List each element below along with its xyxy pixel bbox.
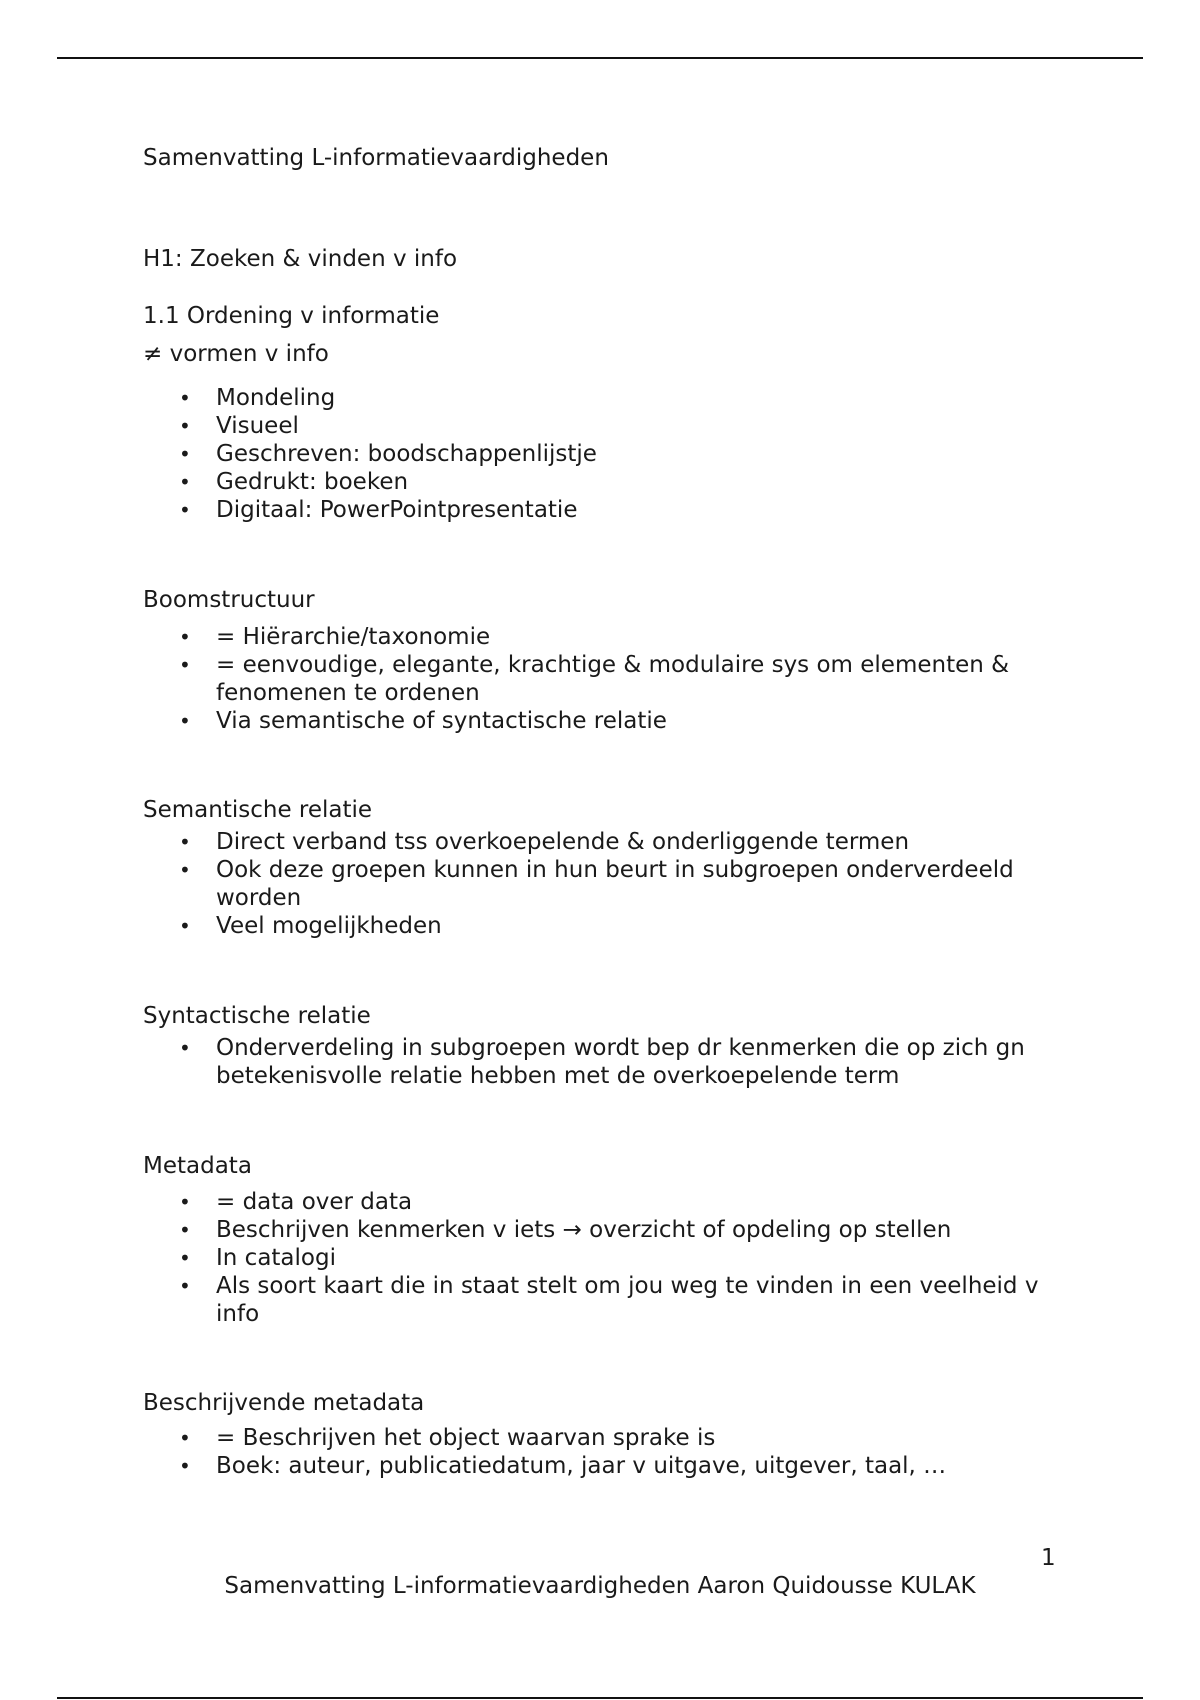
list-item: • Onderverdeling in subgroepen wordt bep dr kenmerken die op zich gn betekenisvolle relatie hebben met de overkoepelende term (179, 1035, 1025, 1089)
bullet-icon: • (179, 914, 191, 938)
bullet-icon: • (179, 709, 191, 733)
list-item: • = Hiërarchie/taxonomie (179, 624, 491, 650)
bullet-icon: • (179, 414, 191, 438)
list-item: • Geschreven: boodschappenlijstje (179, 441, 597, 467)
bullet-icon: • (179, 1218, 191, 1242)
list-item: • = data over data (179, 1189, 413, 1215)
list-item: • Beschrijven kenmerken v iets → overzicht of opdeling op stellen (179, 1217, 952, 1243)
boomstructuur-heading: Boomstructuur (143, 587, 315, 613)
syntactische-list (143, 1034, 1066, 1090)
list-item: • Boek: auteur, publicatiedatum, jaar v uitgave, uitgever, taal, … (179, 1453, 947, 1479)
bullet-icon: • (179, 1190, 191, 1214)
list-item: • Gedrukt: boeken (179, 469, 409, 495)
metadata-list (143, 1188, 1066, 1328)
list-item: • Ook deze groepen kunnen in hun beurt in subgroepen onderverdeeld worden (179, 857, 1014, 911)
footer-rule (57, 1697, 1143, 1699)
bullet-icon: • (179, 653, 191, 677)
header-rule (57, 57, 1143, 59)
list-item: • = Beschrijven het object waarvan sprake is (179, 1425, 716, 1451)
list-item: • Digitaal: PowerPointpresentatie (179, 497, 578, 523)
list-item: • Direct verband tss overkoepelende & onderliggende termen (179, 829, 910, 855)
bullet-icon: • (179, 442, 191, 466)
list-item: • In catalogi (179, 1245, 336, 1271)
list-item: • Visueel (179, 413, 299, 439)
bullet-icon: • (179, 830, 191, 854)
beschrijvende-heading: Beschrijvende metadata (143, 1390, 425, 1416)
list-item: • Via semantische of syntactische relatie (179, 708, 667, 734)
bullet-icon: • (179, 470, 191, 494)
bullet-icon: • (179, 1454, 191, 1478)
section-heading: 1.1 Ordening v informatie (143, 303, 440, 329)
semantische-heading: Semantische relatie (143, 797, 373, 823)
boomstructuur-list (143, 623, 1066, 735)
metadata-heading: Metadata (143, 1153, 252, 1179)
bullet-icon: • (179, 1246, 191, 1270)
bullet-icon: • (179, 498, 191, 522)
bullet-icon: • (179, 1274, 191, 1298)
list-item: • Veel mogelijkheden (179, 913, 442, 939)
semantische-list (143, 828, 1066, 940)
footer-text: Samenvatting L-informatievaardigheden Aaron Quidousse KULAK (224, 1573, 976, 1599)
page-number: 1 (1041, 1545, 1056, 1571)
bullet-icon: • (179, 1036, 191, 1060)
bullet-icon: • (179, 858, 191, 882)
bullet-icon: • (179, 1426, 191, 1450)
beschrijvende-list (143, 1424, 1066, 1480)
bullet-icon: • (179, 386, 191, 410)
list-item: • Mondeling (179, 385, 336, 411)
document-title: Samenvatting L-informatievaardigheden (143, 145, 609, 171)
bullet-icon: • (179, 625, 191, 649)
list-item: • = eenvoudige, elegante, krachtige & modulaire sys om elementen & fenomenen te ordenen (179, 652, 1010, 706)
list-item: • Als soort kaart die in staat stelt om jou weg te vinden in een veelheid v info (179, 1273, 1039, 1327)
forms-list (143, 384, 1066, 524)
syntactische-heading: Syntactische relatie (143, 1003, 371, 1029)
forms-intro: ≠ vormen v info (143, 341, 329, 367)
chapter-heading: H1: Zoeken & vinden v info (143, 246, 458, 272)
